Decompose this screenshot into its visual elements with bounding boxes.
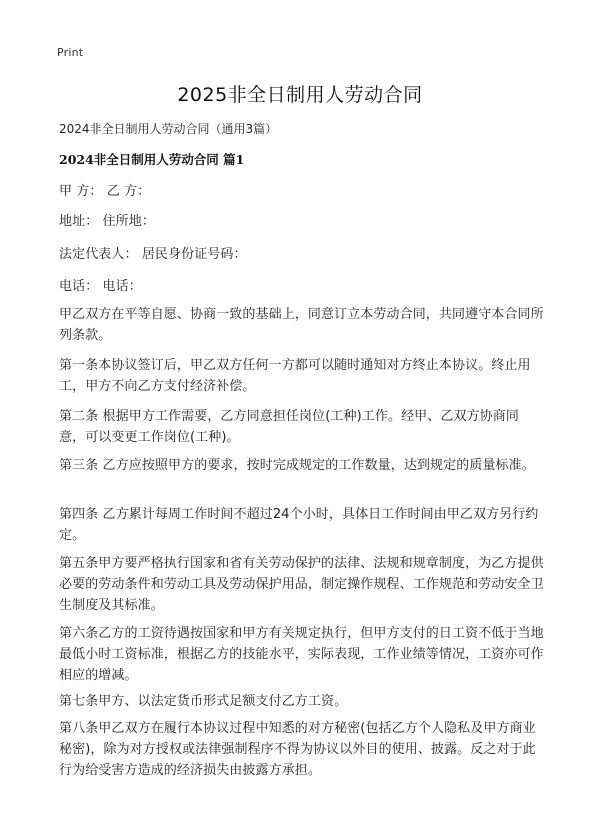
paragraph-article-8: 第八条甲乙双方在履行本协议过程中知悉的对方秘密(包括乙方个人隐私及甲方商业秘密)，除为对方授权或法律强制程序不得为协议以外目的使用、披露。反之对于此行为给受害方造成的经济损失由披露方承担。 (59, 721, 536, 778)
paragraph-article-7: 第七条甲方、以法定货币形式足额支付乙方工资。 (59, 694, 348, 709)
paragraph-phone: 电话： 电话： (59, 279, 142, 294)
paragraph-article-2: 第二条 根据甲方工作需要，乙方同意担任岗位(工种)工作。经甲、乙双方协商同意，可以变更工作岗位(工种)。 (59, 409, 519, 445)
paragraph-article-3: 第三条 乙方应按照甲方的要求，按时完成规定的工作数量，达到规定的质量标准。 (59, 458, 535, 473)
paragraph-article-5: 第五条甲方要严格执行国家和省有关劳动保护的法律、法规和规章制度，为乙方提供必要的劳动条件和劳动工具及劳动保护用品，制定操作规程、工作规范和劳动安全卫生制度及其标准。 (59, 556, 544, 613)
paragraph-article-1: 第一条本协议签订后，甲乙双方任何一方都可以随时通知对方终止本协议。终止用工，甲方不向乙方支付经济补偿。 (59, 358, 531, 394)
paragraph-party: 甲 方： 乙 方： (59, 184, 151, 199)
paragraph-intro: 甲乙双方在平等自愿、协商一致的基础上，同意订立本劳动合同，共同遵守本合同所列条款。 (59, 307, 544, 343)
paragraph-address: 地址： 住所地： (59, 214, 155, 229)
section-title: 2024非全日制用人劳动合同 篇1 (59, 152, 245, 167)
document-subtitle: 2024非全日制用人劳动合同（通用3篇） (59, 122, 278, 136)
print-link[interactable]: Print (57, 46, 84, 59)
paragraph-representative: 法定代表人： 居民身份证号码： (59, 247, 247, 262)
paragraph-article-4: 第四条 乙方累计每周工作时间不超过24个小时，具体日工作时间由甲乙双方另行约定。 (59, 507, 539, 543)
paragraph-article-6: 第六条乙方的工资待遇按国家和甲方有关规定执行，但甲方支付的日工资不低于当地最低小时工资标准，根据乙方的技能水平，实际表现，工作业绩等情况，工资亦可作相应的增减。 (59, 626, 544, 683)
document-title: 2025非全日制用人劳动合同 (177, 84, 423, 106)
